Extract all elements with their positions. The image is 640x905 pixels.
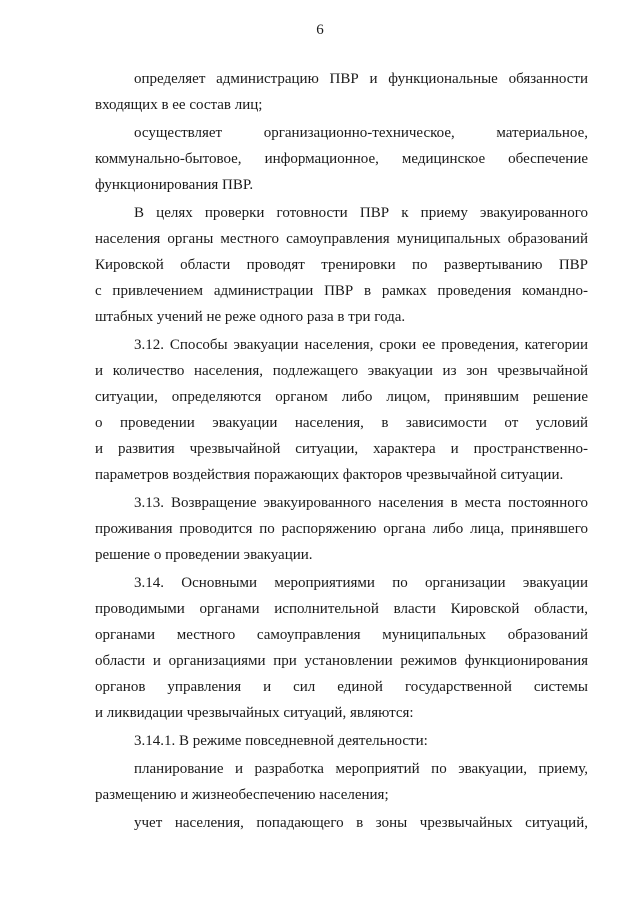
paragraph [95, 66, 588, 118]
text-line: ситуации, определяются органом либо лицом, принявшим решение [95, 389, 588, 405]
paragraph [95, 570, 588, 726]
paragraph [95, 120, 588, 198]
text-line: размещению и жизнеобеспечению населения; [95, 787, 389, 803]
document-body [95, 66, 588, 836]
text-line: штабных учений не реже одного раза в три года. [95, 309, 406, 325]
text-line: решение о проведении эвакуации. [95, 547, 313, 563]
text-line: коммунально-бытовое, информационное, медицинское обеспечение [95, 151, 588, 167]
text-line: проводимыми органами исполнительной власти Кировской области, [95, 601, 588, 617]
text-line: и развития чрезвычайной ситуации, характера и пространственно- [95, 441, 588, 457]
text-line: области и организациями при установлении режимов функционирования [95, 653, 588, 669]
page-number: 6 [316, 22, 324, 38]
paragraph [95, 332, 588, 488]
text-line: и количество населения, подлежащего эвакуации из зон чрезвычайной [95, 363, 588, 379]
text-line: осуществляет организационно-техническое, материальное, [134, 125, 588, 141]
text-line: о проведении эвакуации населения, в зависимости от условий [95, 415, 588, 431]
text-line: 3.12. Способы эвакуации населения, сроки ее проведения, категории [134, 337, 588, 353]
text-line: определяет администрацию ПВР и функциональные обязанности [134, 71, 588, 87]
text-line: 3.14. Основными мероприятиями по организации эвакуации [134, 575, 588, 591]
text-line: учет населения, попадающего в зоны чрезвычайных ситуаций, [134, 815, 588, 831]
text-line: органами местного самоуправления муниципальных образований [95, 627, 588, 643]
text-line: входящих в ее состав лиц; [95, 97, 263, 113]
text-line: В целях проверки готовности ПВР к приему эвакуированного [134, 205, 588, 221]
paragraph [95, 756, 588, 808]
text-line: 3.14.1. В режиме повседневной деятельности: [134, 733, 428, 749]
text-line: параметров воздействия поражающих факторов чрезвычайной ситуации. [95, 467, 564, 483]
text-line: населения органы местного самоуправления муниципальных образований [95, 231, 588, 247]
paragraph [95, 810, 588, 836]
text-line: планирование и разработка мероприятий по эвакуации, приему, [134, 761, 588, 777]
text-line: органов управления и сил единой государственной системы [95, 679, 588, 695]
text-line: проживания проводится по распоряжению органа либо лица, принявшего [95, 521, 588, 537]
paragraph [95, 728, 588, 754]
text-line: Кировской области проводят тренировки по развертыванию ПВР [95, 257, 588, 273]
text-line: с привлечением администрации ПВР в рамках проведения командно- [95, 283, 588, 299]
paragraph [95, 200, 588, 330]
text-line: 3.13. Возвращение эвакуированного населения в места постоянного [134, 495, 588, 511]
paragraph [95, 490, 588, 568]
text-line: функционирования ПВР. [95, 177, 254, 193]
text-line: и ликвидации чрезвычайных ситуаций, являются: [95, 705, 414, 721]
